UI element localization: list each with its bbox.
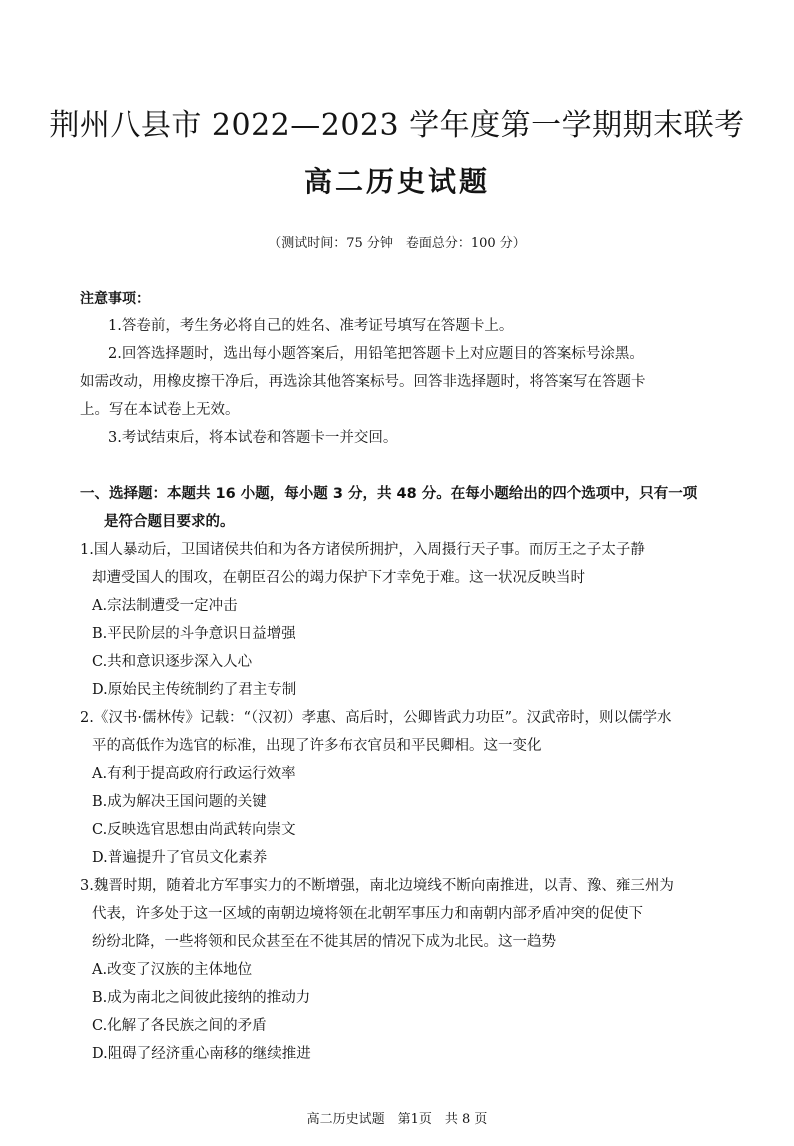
question-1 — [80, 536, 730, 704]
notice-item-1: 1.答卷前，考生务必将自己的姓名、准考证号填写在答题卡上。 — [108, 318, 514, 334]
exam-title: 荆州八县市 2022—2023 学年度第一学期期末联考 — [49, 108, 745, 143]
option-a: A.宗法制遭受一定冲击 — [92, 598, 238, 614]
question-stem-line: 1.国人暴动后，卫国诸侯共伯和为各方诸侯所拥护，入周摄行天子事。而厉王之子太子静 — [80, 542, 645, 558]
notice-heading: 注意事项： — [80, 291, 150, 307]
section-heading — [80, 480, 730, 536]
option-a: A.改变了汉族的主体地位 — [92, 962, 253, 978]
question-stem-line: 却遭受国人的围攻，在朝臣召公的竭力保护下才幸免于难。这一状况反映当时 — [92, 570, 585, 586]
exam-subtitle: 高二历史试题 — [303, 165, 490, 198]
option-b: B.平民阶层的斗争意识日益增强 — [92, 626, 296, 642]
option-c: C.反映选官思想由尚武转向崇文 — [92, 822, 296, 838]
exam-meta: （测试时间：75 分钟 卷面总分：100 分） — [268, 236, 526, 251]
question-2 — [80, 704, 730, 872]
question-stem-line: 2.《汉书·儒林传》记载：“（汉初）孝惠、高后时，公卿皆武力功臣”。汉武帝时，则以儒学水 — [80, 710, 672, 726]
option-c: C.化解了各民族之间的矛盾 — [92, 1018, 267, 1034]
option-d: D.原始民主传统制约了君主专制 — [92, 682, 297, 698]
option-b: B.成为解决王国问题的关键 — [92, 794, 267, 810]
notice-item-2-line-2: 如需改动，用橡皮擦干净后，再选涂其他答案标号。回答非选择题时，将答案写在答题卡 — [80, 374, 646, 390]
question-stem-line: 3.魏晋时期，随着北方军事实力的不断增强，南北边境线不断向南推进，以青、豫、雍三州为 — [80, 878, 674, 894]
notice-item-2-line-3: 上。写在本试卷上无效。 — [80, 402, 240, 418]
question-stem-line: 平的高低作为选官的标准，出现了许多布衣官员和平民卿相。这一变化 — [92, 738, 542, 754]
option-d: D.阻碍了经济重心南移的继续推进 — [92, 1046, 311, 1062]
notice-item-3: 3.考试结束后，将本试卷和答题卡一并交回。 — [108, 430, 398, 446]
option-b: B.成为南北之间彼此接纳的推动力 — [92, 990, 311, 1006]
notice-item-2-line-1: 2.回答选择题时，选出每小题答案后，用铅笔把答题卡上对应题目的答案标号涂黑。 — [108, 346, 644, 362]
question-3 — [80, 872, 730, 1068]
section-heading-line-1: 一、选择题：本题共 16 小题，每小题 3 分，共 48 分。在每小题给出的四个选项中，只有一项 — [80, 486, 698, 502]
question-stem-line: 纷纷北降，一些将领和民众甚至在不徙其居的情况下成为北民。这一趋势 — [92, 934, 556, 950]
option-d: D.普遍提升了官员文化素养 — [92, 850, 268, 866]
option-a: A.有利于提高政府行政运行效率 — [92, 766, 296, 782]
page-footer: 高二历史试题 第1页 共 8 页 — [306, 1112, 488, 1127]
question-stem-line: 代表，许多处于这一区域的南朝边境将领在北朝军事压力和南朝内部矛盾冲突的促使下 — [92, 906, 643, 922]
section-heading-line-2: 是符合题目要求的。 — [104, 514, 235, 530]
option-c: C.共和意识逐步深入人心 — [92, 654, 253, 670]
